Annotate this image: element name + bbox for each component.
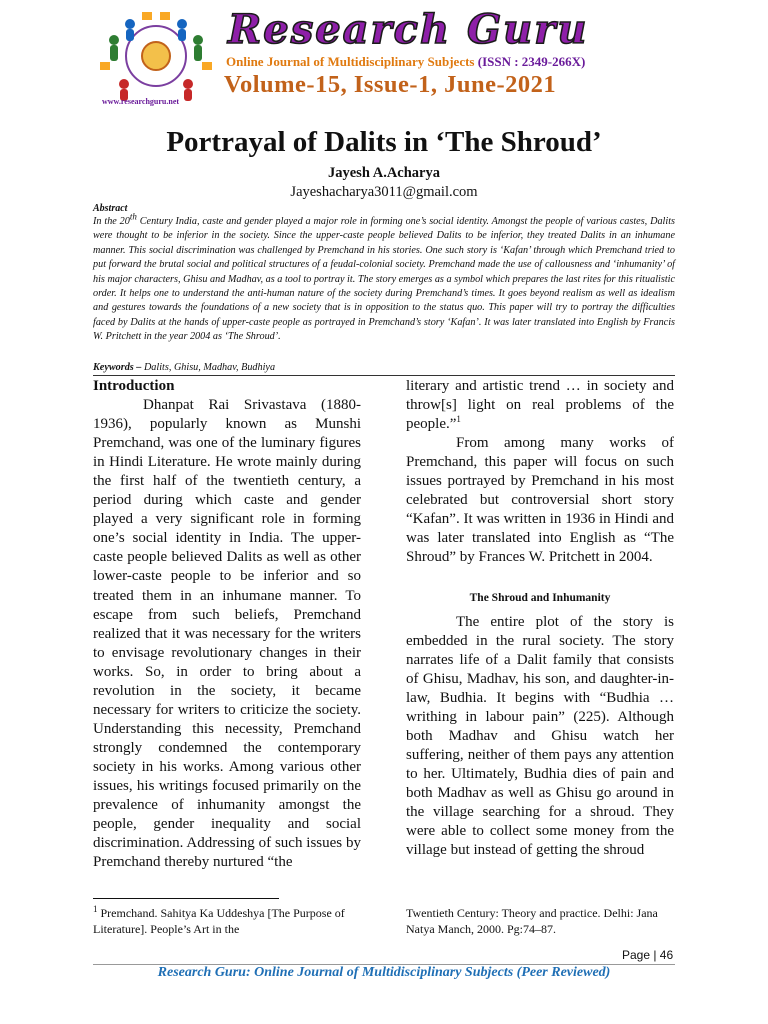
- section-paragraph: The entire plot of the story is embedded in the rural society. The story narrates life of a Dalit family that consists of Ghisu, Madhav, his son, and daughter-in-law, Budhia. It begins with “Budhia … writhing in labour pain” (225). Although both Madhav and Ghisu watch her suffering, neither of them pays any attention to her. Ultimately, Budhia dies of pain and both Madhav as well as Ghisu go around in the village searching for a shroud. They were able to collect some money from the village but instead of getting the shroud: [406, 613, 674, 859]
- volume-issue: Volume-15, Issue-1, June-2021: [224, 71, 557, 98]
- author-name: Jayesh A.Acharya: [328, 165, 440, 181]
- footnote-left-text: Premchand. Sahitya Ka Uddeshya [The Purpose of Literature]. People’s Art in the: [93, 906, 345, 936]
- introduction-heading: Introduction: [93, 378, 175, 394]
- footnote-right: Twentieth Century: Theory and practice. Delhi: Jana Natya Manch, 2000. Pg:74–87.: [406, 906, 658, 936]
- abstract-divider: [93, 375, 675, 376]
- abstract-heading: Abstract: [93, 203, 128, 214]
- kafan-paragraph: From among many works of Premchand, this paper will focus on such issues portrayed by Premchand in his most celebrated but controversial short story “Kafan”. It was written in 1936 in Hindi and was later translated into English as “The Shroud” by Frances W. Pritchett in 2004.: [406, 435, 674, 566]
- abstract-part1: In the 20: [93, 216, 130, 227]
- left-column: [93, 377, 361, 872]
- keywords-list: Dalits, Ghisu, Madhav, Budhiya: [141, 362, 276, 373]
- footnote-ref: 1: [456, 414, 461, 425]
- keywords-label: Keywords –: [93, 362, 142, 373]
- abstract-sup: th: [129, 211, 137, 222]
- journal-subtitle: [226, 54, 585, 70]
- page-number: Page | 46: [622, 948, 674, 962]
- footnote-divider: [93, 898, 279, 899]
- abstract-part2: Century India, caste and gender played a major role in forming one’s social identity. Amongst the people of various castes, Dalits were thought to be inferior in the society. Since the upper-caste people believed Dalits to be inferior, they treated Dalits in an inhumane manner. This social discrimination was challenged by Premchand in his stories. One such story is ‘Kafan’ through which Premchand tried to put forward the brutal social and political structures of a feudal-colonial society. Premchand made the use of callousness and ‘inhumanity’ of his major characters, Ghisu and Madhav, as a tool to portray it. The story emerges as a symbol which prepares the last rites for this ritualistic order. It helps one to understand the anti-human nature of the society during Premchand’s times. It goes beyond realism as well as idealism and gestures towards the foundations of a new society that is in opposition to the status quo. This paper will try to portray the difficulties faced by Dalits at the hands of upper-caste people as portrayed in Premchand’s story ‘Kafan’. It was later translated into English by Francis W. Pritchett in the year 2004 as ‘The Shroud’.: [93, 216, 675, 343]
- footnote-number: 1: [93, 904, 98, 914]
- logo-graphic: [94, 10, 218, 106]
- issn: (ISSN : 2349-266X): [477, 54, 586, 69]
- intro-paragraph: Dhanpat Rai Srivastava (1880-1936), popularly known as Munshi Premchand, was one of the luminary figures in Hindi Literature. He wrote mainly during the first half of the twentieth century, a period during which caste and gender played a very significant role in forming one’s social identity in India. The upper-caste people believed Dalits as well as other lower-caste people to be inferior and so treated them in an inhumane manner. To escape from such beliefs, Premchand realized that it was necessary for the writers to envisage revolutionary changes in their works. So, in order to bring about a revolution in the society, it became necessary for writers to criticize the society. Understanding this necessity, Premchand strongly condemned the contemporary society in his works. Among various other issues, his writings focused primarily on the prevalence of inhumanity amongst the people, gender inequality and social discrimination. Addressing of such issues by Premchand thereby nurtured “the: [93, 397, 361, 871]
- footnote-left: [93, 906, 353, 937]
- abstract-text: [93, 211, 675, 345]
- journal-footer: Research Guru: Online Journal of Multidisciplinary Subjects (Peer Reviewed): [157, 965, 611, 980]
- keywords: [93, 362, 275, 373]
- journal-logo: [94, 10, 218, 106]
- journal-subtitle-text: Online Journal of Multidisciplinary Subjects: [226, 54, 475, 69]
- logo-website: www.researchguru.net: [102, 97, 180, 106]
- section-heading: The Shroud and Inhumanity: [469, 592, 611, 605]
- paper-title: Portrayal of Dalits in ‘The Shroud’: [166, 126, 602, 158]
- continued-paragraph: [406, 377, 674, 434]
- continued-text: literary and artistic trend … in society and throw[s] light on real problems of the people.”: [406, 378, 674, 433]
- right-column: [406, 377, 674, 860]
- journal-masthead: Research Guru: [228, 6, 589, 53]
- author-email: Jayeshacharya3011@gmail.com: [290, 184, 478, 200]
